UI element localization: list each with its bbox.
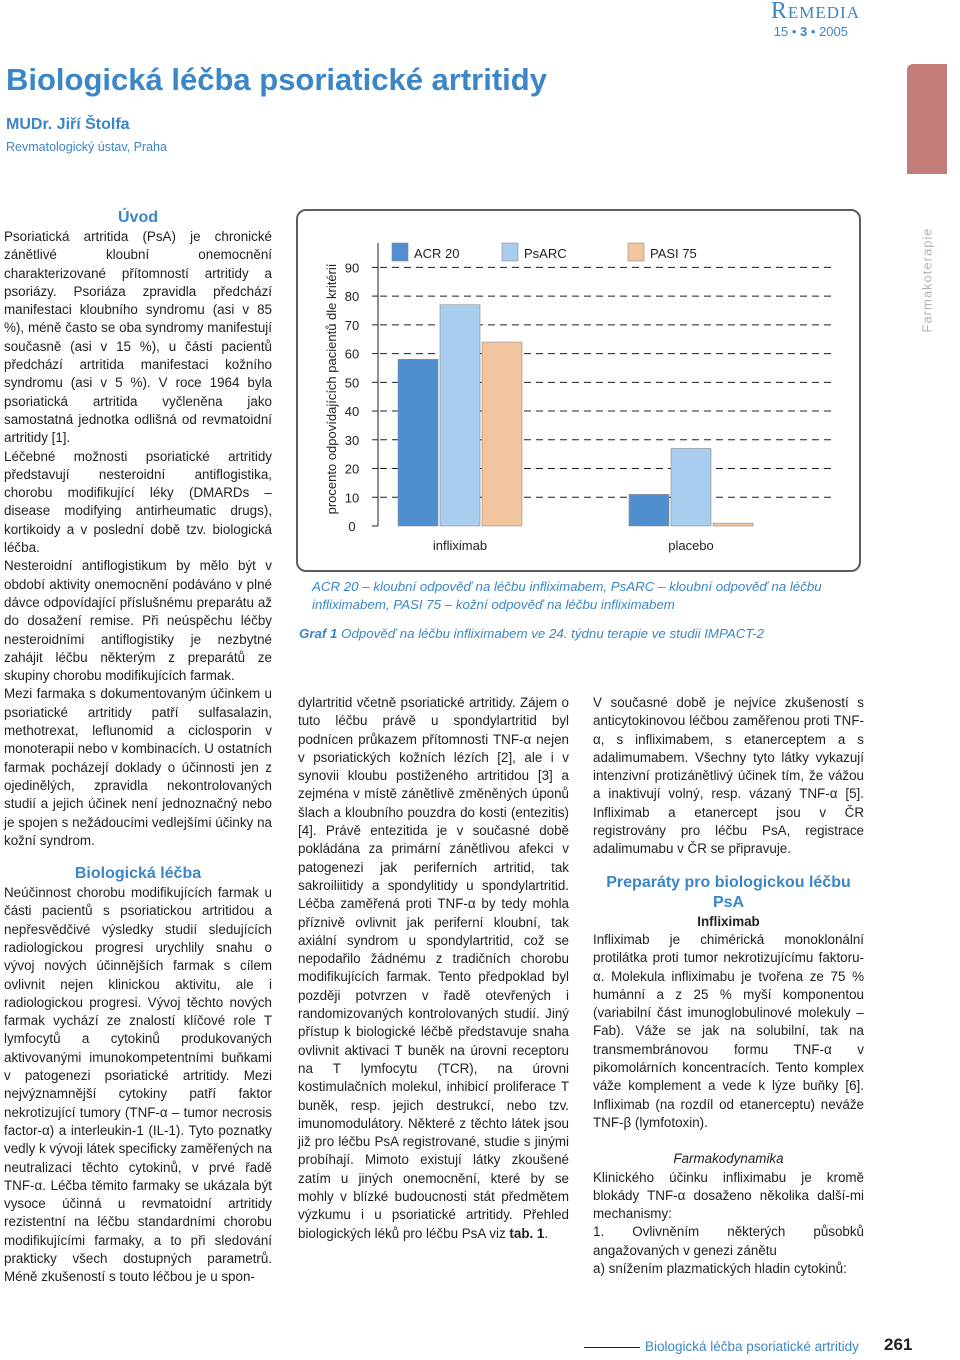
y-tick-label: 20: [344, 461, 360, 477]
bar-pasi-75-infliximab: [482, 342, 522, 526]
article-affiliation: Revmatologický ústav, Praha: [6, 140, 167, 154]
bar-psarc-placebo: [671, 448, 711, 526]
paragraph: Mezi farmaka s dokumentovaným účinkem u psoriatické artritidy patří sulfasalazin, methotrexat, leflunomid a ciclosporin v monoterapii nebo v kombinacích. U ostatních farmak pocházejí doklady o účinnosti jen z ojedinělých, zpravidla nekontrolovaných studií a jejich účinek není jednoznačný nebo je spojen s nežádoucími vedlejšími účinky na kožní syndrom.: [4, 686, 272, 848]
text-column-3: [593, 694, 864, 1278]
x-category-label: placebo: [668, 538, 714, 553]
text-column-2: [298, 694, 569, 1243]
chart-caption-label: Graf 1: [299, 626, 338, 641]
bar-acr-20-placebo: [629, 494, 669, 526]
issue-volume: 15: [773, 24, 789, 39]
section-tab: [907, 64, 947, 174]
legend-label: ACR 20: [414, 246, 460, 261]
legend-swatch: [392, 243, 408, 261]
y-tick-label: 50: [344, 375, 360, 391]
y-tick-label: 90: [344, 260, 360, 276]
paragraph: V současné době je nejvíce zkušeností s anticytokinovou léčbou zaměřenou proti TNF-α, s infliximabem, s etanerceptem a s adalimumabem. Všechny tyto látky vykazují intenzivní protizánětlivý účinek tím, že vážou a inaktivují volný, resp. vázaný TNF-α [5]. Infliximab a etanercept jsou v ČR registrovány pro léčbu PsA, registrace adalimumabu v ČR se připravuje.: [593, 695, 864, 857]
page-number: 261: [884, 1335, 913, 1354]
section-heading-biologicka-lecba: Biologická léčba: [74, 865, 202, 883]
y-tick-label: 0: [348, 519, 356, 534]
issue-issue: 3: [800, 24, 808, 39]
paragraph: Klinického účinku infliximabu je kromě blokády TNF-α dosaženo několika další-mi mechanismy:: [593, 1169, 864, 1222]
legend-swatch: [502, 243, 518, 261]
article-title: Biologická léčba psoriatické artritidy: [6, 62, 547, 97]
text-column-1: [4, 208, 272, 1287]
running-title: Biologická léčba psoriatické artritidy: [645, 1339, 859, 1354]
y-tick-label: 30: [344, 432, 360, 448]
paragraph: Léčebné možnosti psoriatické artritidy představují nesteroidní antiflogistika, chorobu modifikující léky (DMARDs – disease modifying antirheumatic drugs), kortikoidy a v poslední době tzv. biologická léčba.: [4, 448, 272, 556]
issue-separator: •: [791, 24, 797, 39]
footer-rule: [584, 1347, 640, 1348]
subheading-farmakodynamika: Farmakodynamika: [673, 1151, 784, 1167]
section-heading-preparaty: Preparáty pro biologickou léčbu PsA: [606, 873, 851, 911]
bar-chart: [296, 209, 861, 572]
issue-year: 2005: [819, 24, 848, 39]
article-author: MUDr. Jiří Štolfa: [6, 116, 130, 133]
legend-label: PsARC: [524, 246, 567, 261]
y-tick-label: 80: [344, 289, 360, 305]
journal-logo: Remedia: [770, 0, 860, 24]
paragraph: Infliximab je chimérická monoklonální protilátka proti tumor nekrotizujícímu faktoru-α. Molekula infliximabu je tvořena ze 75 % humánní a z 25 % myší komponentou (variabilní část imunoglobulinové molekuly – Fab). Váže se jak na solubilní, tak na transmembránovou formu TNF-α v pikomolárních koncentracích. Tento komplex váže komplement a vede k lýze buňky [6]. Infliximab (na rozdíl od etanerceptu) neváže TNF-β (lymfotoxin).: [593, 931, 864, 1130]
chart-caption-title: Odpověď na léčbu infliximabem ve 24. týdnu terapie ve studii IMPACT-2: [341, 626, 765, 641]
list-item: a) snížením plazmatických hladin cytokinů:: [593, 1261, 847, 1277]
y-tick-label: 10: [344, 490, 360, 506]
subheading-infliximab: Infliximab: [697, 913, 760, 929]
issue-separator: •: [810, 24, 816, 39]
list-item: 1. Ovlivněním některých působků angažovaných v genezi zánětu: [593, 1224, 864, 1258]
y-tick-label: 40: [344, 404, 360, 420]
section-label: Farmakoterapie: [919, 227, 935, 333]
legend-swatch: [628, 243, 644, 261]
table-reference-link[interactable]: tab. 1: [509, 1225, 545, 1241]
issue-number: [760, 24, 848, 39]
legend-label: PASI 75: [650, 246, 697, 261]
section-heading-uvod: Úvod: [118, 209, 158, 226]
paragraph: Neúčinnost chorobu modifikujících farmak u části pacientů s psoriatickou artritidou a nepřesvědčivé výsledky studií sledujících radiologickou progresi urychlily snahu o vývoj nových účinnějších farmak s cílem ovlivnit nejen klinickou aktivitu, ale i radiologickou progresi. Vývoj těchto nových farmak vychází ze znalostí klíčové role T lymfocytů a cytokinů produkovaných aktivovanými imunokompetentními buňkami v patogenezi psoriatické artritidy. Mezi nejvýznamnější cytokiny patří faktor nekrotizující tumory (TNF-α – tumor necrosis factor-α) a interleukin-1 (IL-1). Tyto poznatky vedly k vývoji látek specificky zaměřených na neutralizaci těchto cytokinů, v prvé řadě TNF-α. Léčba těmito farmaky se ukázala být vysoce účinná u revmatoidní artritidy rezistentní na léčbu standardními chorobu modifikujícími farmaky, a to při sledování prakticky všech dostupných parametrů. Méně zkušeností s touto léčbou je u spon-: [4, 885, 272, 1285]
x-category-label: infliximab: [432, 538, 488, 553]
paragraph: Nesteroidní antiflogistikum by mělo být v období aktivity onemocnění podáváno v plné dávce odpovídající příslušnému preparátu až do dosažení remise. Při neúspěchu léčby nesteroidními antiflogistiky je nezbytné zahájit léčbu některým z preparátů ze skupiny chorobu modifikujících farmak.: [4, 558, 272, 684]
chart-caption: [299, 626, 859, 641]
bar-pasi-75-placebo: [713, 523, 753, 526]
paragraph: dylartritid včetně psoriatické artritidy. Zájem o tuto léčbu právě u spondylartritid byl podnícen průkazem přítomnosti TNF-α nejen v psoriatických kožních lézích [2], ale i v synovii kloubu postiženého artritidou [3] a zejména v místě zánětlivě změněných úponů šlach a kloubního pouzdra do kosti (entezitis) [4]. Právě entezitida je v současné době pokládána za primární zánětlivou afekci v patogenezi jak periferních artritid, tak sakroiliitidy a spondylitidy u spondylartritid. Léčba zaměřená proti TNF-α by tedy mohla příznivě ovlivnit jak periferní kloubní, tak axiální syndrom u spondylartritid, což se nepodařilo žádnému z tradičních chorobu modifikujících farmak. Tento předpoklad byl později potvrzen v řadě otevřených i randomizovaných kontrolovaných studií. Jiný přístup k biologické léčbě představuje snaha ovlivnit aktivaci T buněk na úrovni receptoru na T lymfocytu (TCR), na úrovni kostimulačních molekul, inhibicí proliferace T buněk, resp. jejich destrukcí, nebo tzv. imunomodulátory. Některé z těchto látek jsou již pro léčbu PsA registrované, studie s jinými probíhají. Mimoto existují látky zkoušené zatím u jiných onemocnění, které by se mohly v blízké budoucnosti stát předmětem výzkumu i u psoriatické artritidy. Přehled biologických léků pro léčbu PsA viz tab. 1.: [298, 695, 569, 1241]
bar-psarc-infliximab: [440, 305, 480, 526]
chart-legend-note: ACR 20 – kloubní odpověď na léčbu infliximabem, PsARC – kloubní odpověď na léčbu infliximabem, PASI 75 – kožní odpověď na léčbu infliximabem: [312, 579, 822, 612]
y-tick-label: 70: [344, 317, 360, 333]
y-axis-label: procento odpovídajících pacientů dle kritérií: [324, 263, 339, 515]
y-tick-label: 60: [344, 346, 360, 362]
bar-acr-20-infliximab: [398, 359, 438, 526]
paragraph: Psoriatická artritida (PsA) je chronické zánětlivé kloubní onemocnění charakterizované přítomností artritidy a psoriázy. Psoriáza zpravidla předchází manifestaci kloubního syndromu (asi v 85 %), méně často se oba syndromy manifestují současně (asi v 15 %), u části pacientů předchází artritida manifestaci kožního syndromu (asi v 5 %). V roce 1964 byla psoriatická artritida vyčleněna jako samostatná jednotka odlišná od revmatoidní artritidy [1].: [4, 229, 272, 446]
